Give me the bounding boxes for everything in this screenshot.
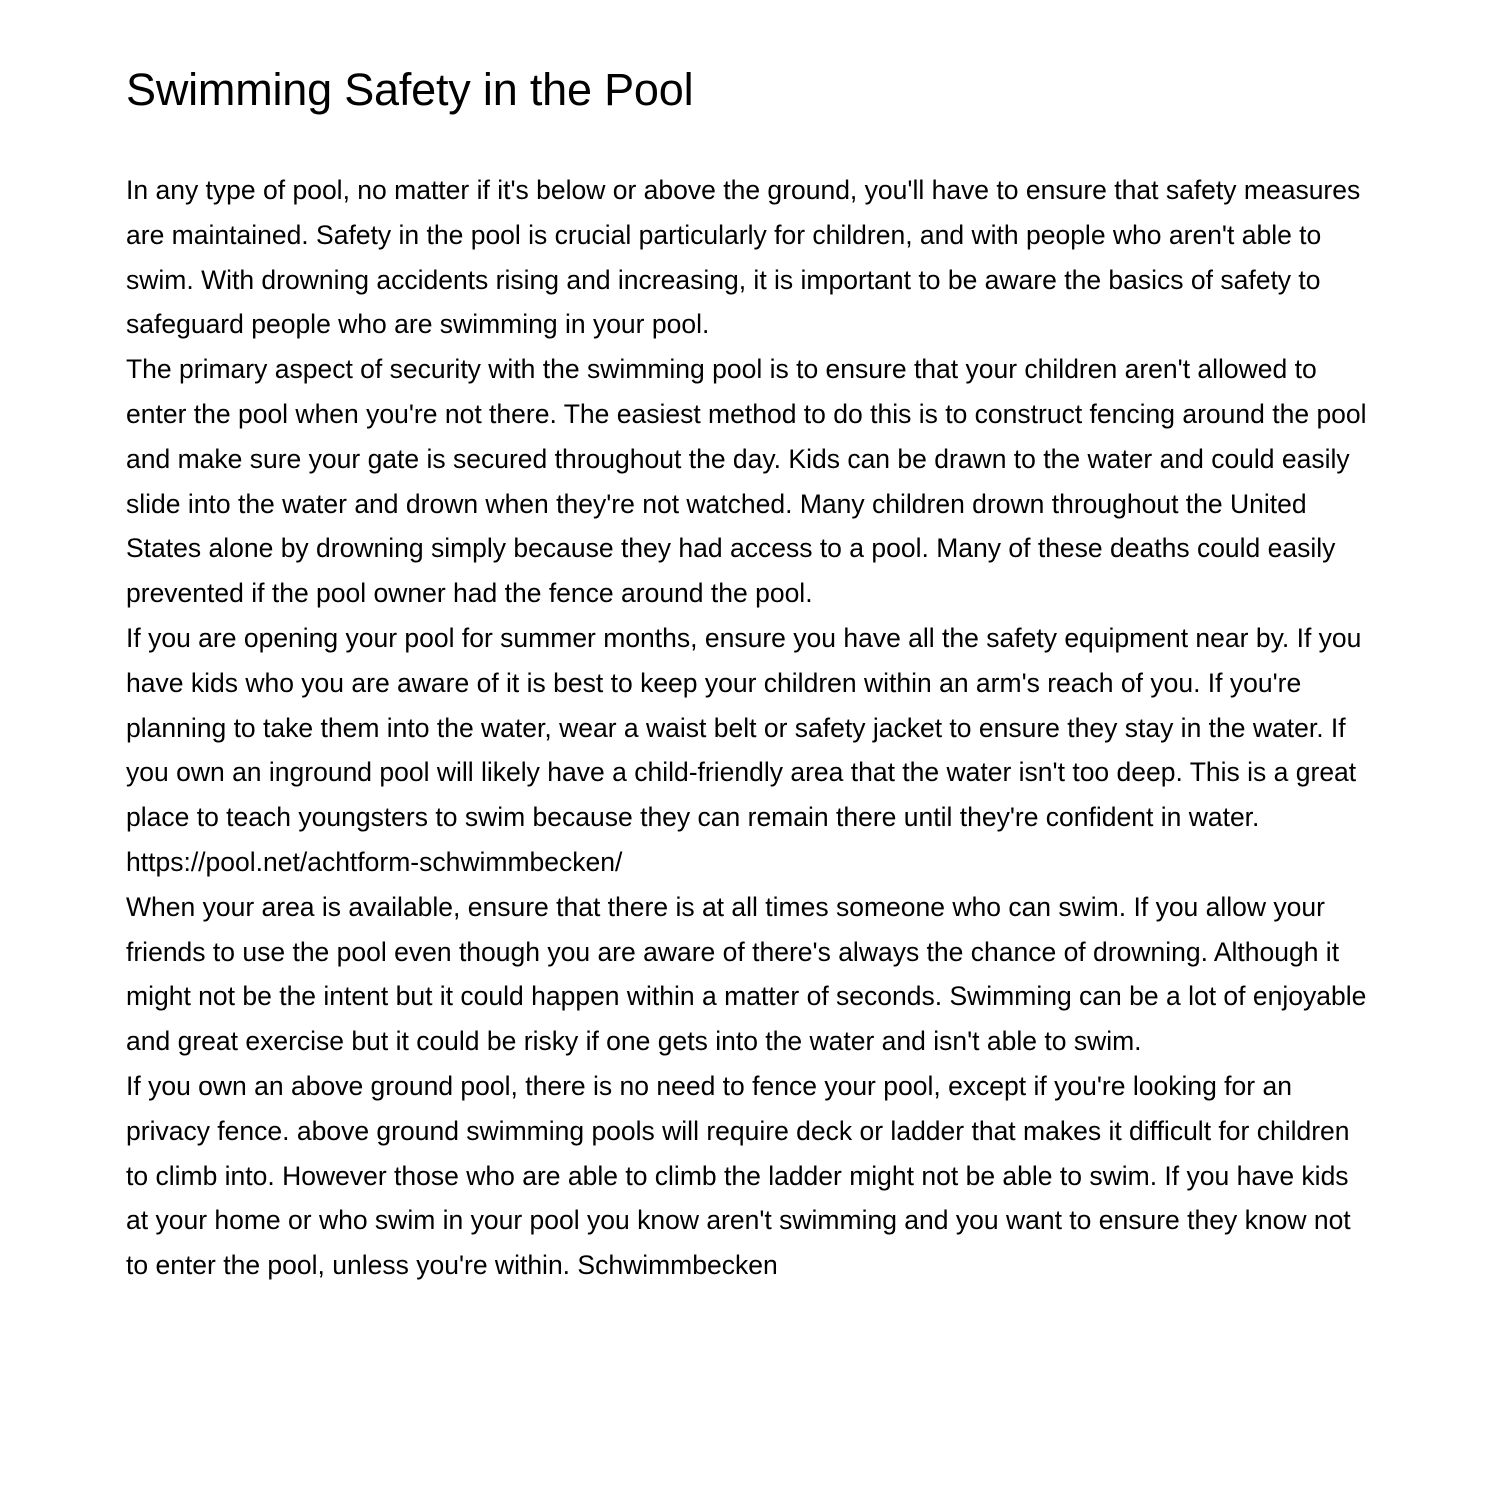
paragraph-2: The primary aspect of security with the swimming pool is to ensure that your children aren't allowed to enter the pool when you're not there. The easiest method to do this is to construct fencing around the pool and make sure your gate is secured throughout the day. Kids can be drawn to the water and could easily slide into the water and drown when they're not watched. Many children drown throughout the United States alone by drowning simply because they had access to a pool. Many of these deaths could easily prevented if the pool owner had the fence around the pool. [126,354,1367,609]
paragraph-container [126,168,1378,1288]
source-url-text: https://pool.net/achtform-schwimmbecken/ [126,846,623,877]
paragraph-5: If you own an above ground pool, there is no need to fence your pool, except if you're looking for an privacy fence. above ground swimming pools will require deck or ladder that makes it difficult for children to climb into. However those who are able to climb the ladder might not be able to swim. If you have kids at your home or who swim in your pool you know aren't swimming and you want to ensure they know not to enter the pool, unless you're within. Schwimmbecken [126,1070,1351,1281]
paragraph-4: When your area is available, ensure that there is at all times someone who can swim. If you allow your friends to use the pool even though you are aware of there's always the chance of drowning. Although it might not be the intent but it could happen within a matter of seconds. Swimming can be a lot of enjoyable and great exercise but it could be risky if one gets into the water and isn't able to swim. [126,891,1367,1057]
paragraph-1: In any type of pool, no matter if it's below or above the ground, you'll have to ensure that safety measures are maintained. Safety in the pool is crucial particularly for children, and with people who aren't able to swim. With drowning accidents rising and increasing, it is important to be aware the basics of safety to safeguard people who are swimming in your pool. [126,175,1361,340]
paragraph-3: If you are opening your pool for summer months, ensure you have all the safety equipment near by. If you have kids who you are aware of it is best to keep your children within an arm's reach of you. If you're planning to take them into the water, wear a waist belt or safety jacket to ensure they stay in the water. If you own an inground pool will likely have a child-friendly area that the water isn't too deep. This is a great place to teach youngsters to swim because they can remain there until they're confident in water. [126,622,1362,833]
page-title: Swimming Safety in the Pool [126,64,694,115]
